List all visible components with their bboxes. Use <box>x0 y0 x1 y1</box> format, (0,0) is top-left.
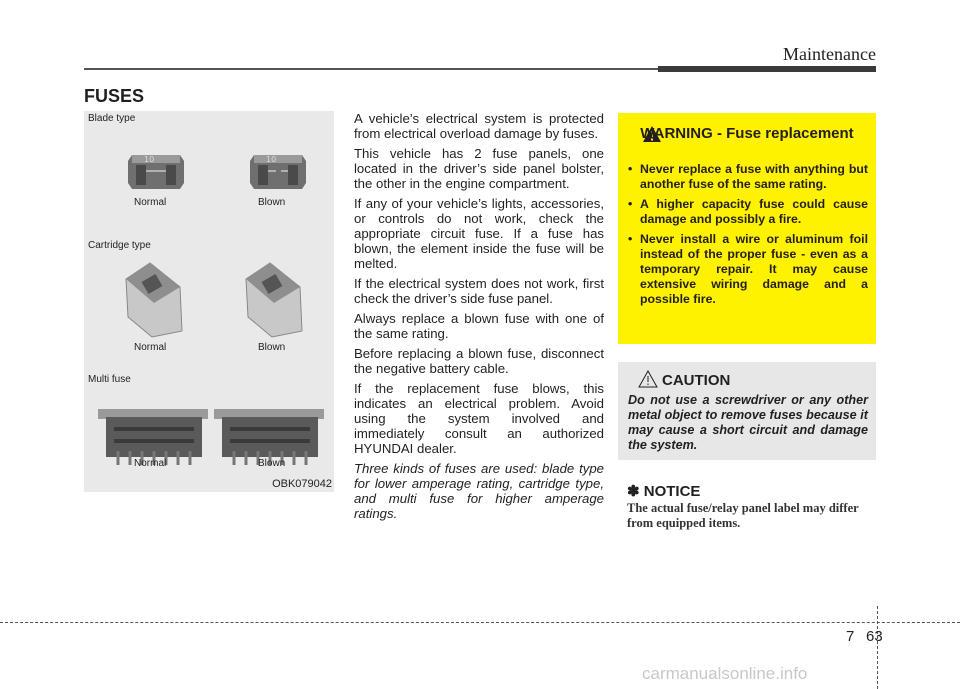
cartridge-normal-caption: Normal <box>134 342 167 353</box>
body-paragraph: If the electrical system does not work, first check the driver’s side fuse panel. <box>354 276 604 306</box>
cartridge-fuse-blown <box>246 263 302 337</box>
cartridge-blown-caption: Blown <box>258 342 286 353</box>
body-paragraph: A vehicle’s electrical system is protected from electrical overload damage by fuses. <box>354 111 604 141</box>
blade-fuse-normal <box>128 155 184 189</box>
body-paragraph: If the replacement fuse blows, this indicates an electrical problem. Avoid using the system involved and immediately consult an authorized HYUNDAI dealer. <box>354 381 604 456</box>
multi-fuse-blown <box>214 409 324 465</box>
body-text <box>354 111 604 526</box>
body-paragraph: If any of your vehicle’s lights, accessories, or controls do not work, check the appropriate circuit fuse. If a fuse has blown, the element inside the fuse will be melted. <box>354 196 604 271</box>
blade-fuse-blown <box>250 155 306 189</box>
warning-item: • Never install a wire or aluminum foil instead of the proper fuse - even as a temporary repair. It may cause extensive wiring damage and a possible fire. <box>628 232 868 307</box>
figure-code: OBK079042 <box>272 478 332 490</box>
warning-title <box>618 125 876 142</box>
caution-title: CAUTION <box>662 372 731 389</box>
body-paragraph: This vehicle has 2 fuse panels, one located in the driver’s side panel bolster, the other in the engine compartment. <box>354 146 604 191</box>
caution-triangle-icon <box>638 370 658 388</box>
blade-fuse-blown-rating: 10 <box>266 155 277 164</box>
body-paragraph: Always replace a blown fuse with one of the same rating. <box>354 311 604 341</box>
warning-list <box>628 162 868 312</box>
multi-fuse-normal <box>98 409 208 465</box>
section-title: FUSES <box>84 86 145 106</box>
body-paragraph: Before replacing a blown fuse, disconnect the negative battery cable. <box>354 346 604 376</box>
footer-vertical-line <box>877 606 878 689</box>
caution-box <box>618 362 876 460</box>
multi-blown-caption: Blown <box>258 458 286 469</box>
warning-title-sub: - Fuse replacement <box>712 125 854 142</box>
notice-title: ✽ NOTICE <box>627 483 701 500</box>
header-title: Maintenance <box>783 44 876 64</box>
watermark: carmanualsonline.info <box>642 664 808 683</box>
warning-title-main: WARNING <box>640 125 713 142</box>
fuse-figure <box>84 111 334 492</box>
warning-box <box>618 113 876 344</box>
fuse-illustrations <box>84 111 334 492</box>
fuse-types-note: Three kinds of fuses are used: blade type for lower amperage rating, cartridge type, and multi fuse for higher amperage ratings. <box>354 461 604 521</box>
caution-text: Do not use a screwdriver or any other metal object to remove fuses because it may cause a short circuit and damage the system. <box>628 393 868 452</box>
blade-normal-caption: Normal <box>134 197 167 208</box>
warning-item: • A higher capacity fuse could cause damage and possibly a fire. <box>628 197 868 227</box>
blade-type-label: Blade type <box>88 113 136 124</box>
cartridge-type-label: Cartridge type <box>88 240 151 251</box>
blade-fuse-normal-rating: 10 <box>144 155 155 164</box>
multi-normal-caption: Normal <box>134 458 167 469</box>
cartridge-fuse-normal <box>126 263 182 337</box>
notice-text: The actual fuse/relay panel label may differ from equipped items. <box>627 501 859 530</box>
blade-blown-caption: Blown <box>258 197 286 208</box>
multi-fuse-label: Multi fuse <box>88 374 131 385</box>
page-number: 63 <box>866 628 883 645</box>
footer-dashed-line <box>0 622 960 623</box>
header-accent-bar <box>658 66 876 72</box>
chapter-number: 7 <box>846 628 855 645</box>
warning-item: • Never replace a fuse with anything but another fuse of the same rating. <box>628 162 868 192</box>
